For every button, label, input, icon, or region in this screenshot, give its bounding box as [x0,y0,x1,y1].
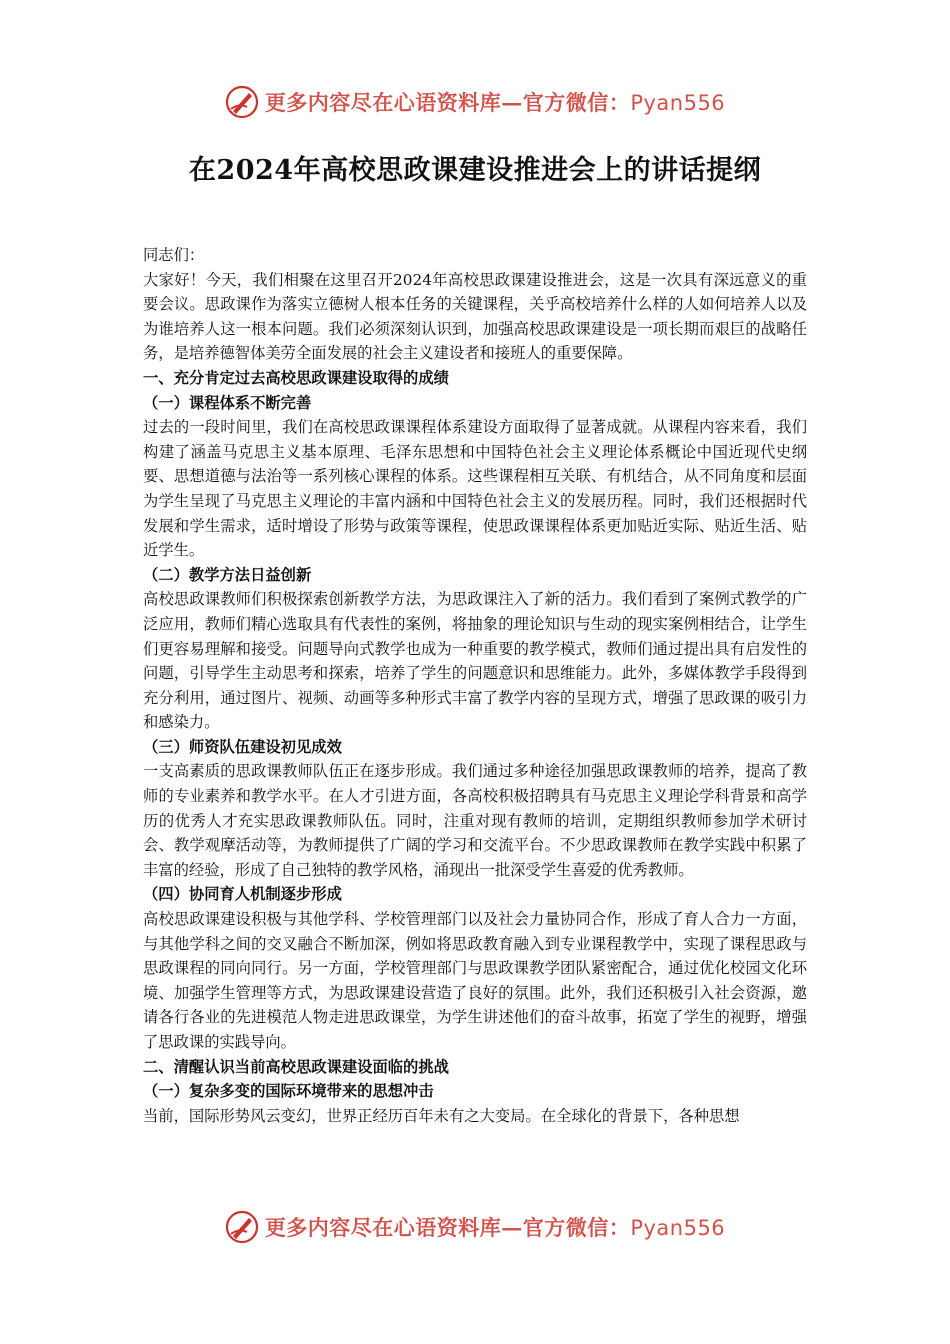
document-body [143,243,807,1128]
subheading-2-1: （一）复杂多变的国际环境带来的思想冲击 [143,1082,434,1101]
paragraph-intro: 大家好！今天，我们相聚在这里召开2024年高校思政课建设推进会，这是一次具有深远意义的重要会议。思政课作为落实立德树人根本任务的关键课程，关乎高校培养什么样的人如何培养人以及为谁培养人这一根本问题。我们必须深刻认识到，加强高校思政课建设是一项长期而艰巨的战略任务，是培养德智体美劳全面发展的社会主义建设者和接班人的重要保障。 [143,270,807,363]
pen-logo-icon [225,1210,259,1244]
paragraph: 过去的一段时间里，我们在高校思政课课程体系建设方面取得了显著成就。从课程内容来看，我们构建了涵盖马克思主义基本原理、毛泽东思想和中国特色社会主义理论体系概论中国近现代史纲要、思想道德与法治等一系列核心课程的体系。这些课程相互关联、有机结合，从不同角度和层面为学生呈现了马克思主义理论的丰富内涵和中国特色社会主义的发展历程。同时，我们还根据时代发展和学生需求，适时增设了形势与政策等课程，使思政课课程体系更加贴近实际、贴近生活、贴近学生。 [143,418,807,560]
watermark-text [265,1212,725,1242]
paragraph: 一支高素质的思政课教师队伍正在逐步形成。我们通过多种途径加强思政课教师的培养，提高了教师的专业素养和教学水平。在人才引进方面，各高校积极招聘具有马克思主义理论学科背景和高学历的优秀人才充实思政课教师队伍。同时，注重对现有教师的培训，定期组织教师参加学术研讨会、教学观摩活动等，为教师提供了广阔的学习和交流平台。不少思政课教师在教学实践中积累了丰富的经验，形成了自己独特的教学风格，涌现出一批深受学生喜爱的优秀教师。 [143,762,807,879]
subheading-1-2: （二）教学方法日益创新 [143,565,312,584]
subheading-1-3: （三）师资队伍建设初见成效 [143,737,342,756]
document-title: 在2024年高校思政课建设推进会上的讲话提纲 [188,155,762,186]
salutation: 同志们： [143,246,205,264]
subheading-1-4: （四）协同育人机制逐步形成 [143,885,342,904]
pen-logo-icon [225,85,259,119]
watermark-handle: Pyan556 [630,1216,726,1240]
subheading-1-1: （一）课程体系不断完善 [143,393,312,412]
section-heading-1: 一、充分肯定过去高校思政课建设取得的成绩 [143,368,449,387]
watermark-text [265,87,725,117]
watermark-label: 更多内容尽在心语资料库—官方微信： [264,90,631,115]
paragraph: 高校思政课建设积极与其他学科、学校管理部门以及社会力量协同合作，形成了育人合力一方面，与其他学科之间的交叉融合不断加深，例如将思政教育融入到专业课程教学中，实现了课程思政与思政课程的同向同行。另一方面，学校管理部门与思政课教学团队紧密配合，通过优化校园文化环境、加强学生管理等方式，为思政课建设营造了良好的氛围。此外，我们还积极引入社会资源，邀请各行各业的先进模范人物走进思政课堂，为学生讲述他们的奋斗故事，拓宽了学生的视野，增强了思政课的实践导向。 [143,910,807,1051]
paragraph: 当前，国际形势风云变幻，世界正经历百年未有之大变局。在全球化的背景下，各种思想 [143,1106,740,1125]
watermark-banner-top [0,82,950,122]
watermark-banner-bottom [0,1207,950,1247]
section-heading-2: 二、清醒认识当前高校思政课建设面临的挑战 [143,1057,449,1076]
paragraph: 高校思政课教师们积极探索创新教学方法，为思政课注入了新的活力。我们看到了案例式教学的广泛应用，教师们精心选取具有代表性的案例，将抽象的理论知识与生动的现实案例相结合，让学生们更容易理解和接受。问题导向式教学也成为一种重要的教学模式，教师们通过提出具有启发性的问题，引导学生主动思考和探索，培养了学生的问题意识和思维能力。此外，多媒体教学手段得到充分利用，通过图片、视频、动画等多种形式丰富了教学内容的呈现方式，增强了思政课的吸引力和感染力。 [143,590,807,732]
watermark-handle: Pyan556 [630,91,726,115]
watermark-label: 更多内容尽在心语资料库—官方微信： [264,1215,631,1240]
